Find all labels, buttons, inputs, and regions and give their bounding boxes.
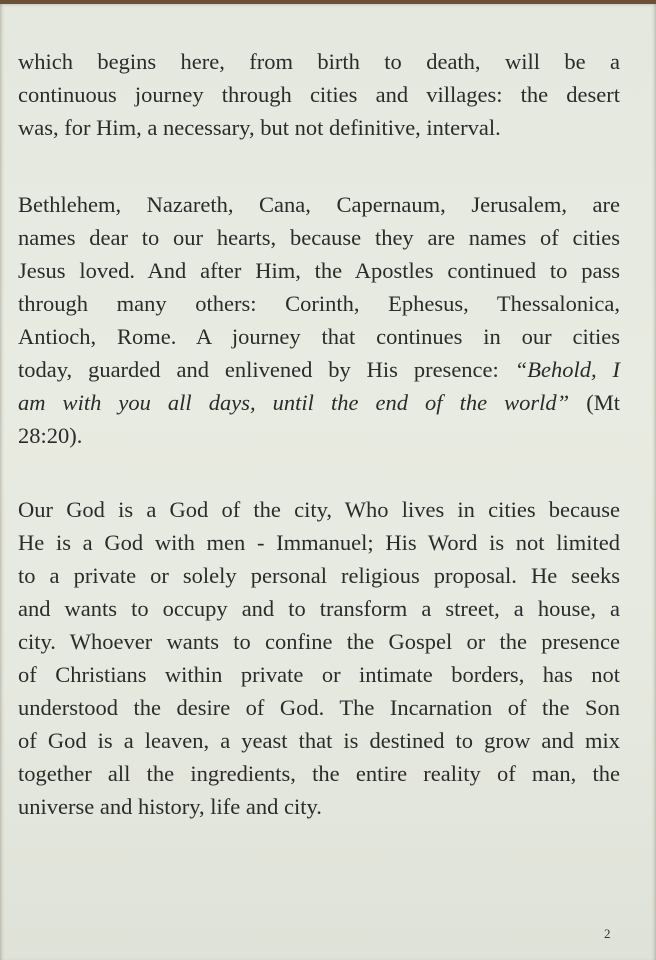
paragraph-2: [18, 188, 620, 452]
text-line: through many others: Corinth, Ephesus, Thessalonica,: [18, 291, 620, 316]
text-line: He is a God with men - Immanuel; His Word is not limited: [18, 530, 620, 555]
text-line: Bethlehem, Nazareth, Cana, Capernaum, Jerusalem, are: [18, 192, 620, 217]
text-line: 28:20).: [18, 423, 83, 448]
paragraph-1: [18, 45, 620, 144]
text-line: city. Whoever wants to confine the Gospel or the presence: [18, 629, 620, 654]
text-line: of Christians within private or intimate borders, has not: [18, 662, 620, 687]
text-line: and wants to occupy and to transform a street, a house, a: [18, 596, 620, 621]
text-line: Antioch, Rome. A journey that continues in our cities: [18, 324, 620, 349]
text-line-with-quote-start: [18, 353, 620, 386]
citation-start: (Mt: [586, 390, 620, 415]
text-line: understood the desire of God. The Incarnation of the Son: [18, 695, 620, 720]
page-top-edge: [0, 0, 656, 4]
text-line: continuous journey through cities and villages: the desert: [18, 82, 620, 107]
quote-text: am with you all days, until the end of the world”: [18, 390, 570, 415]
text-line: to a private or solely personal religious proposal. He seeks: [18, 563, 620, 588]
page-number: 2: [604, 926, 611, 941]
text-line-with-quote-end: [18, 386, 620, 419]
text-line: which begins here, from birth to death, will be a: [18, 49, 620, 74]
text-line: Jesus loved. And after Him, the Apostles continued to pass: [18, 258, 620, 283]
text-line: universe and history, life and city.: [18, 794, 322, 819]
paragraph-3: [18, 493, 620, 823]
text-line: together all the ingredients, the entire reality of man, the: [18, 761, 620, 786]
text-line: Our God is a God of the city, Who lives in cities because: [18, 497, 620, 522]
quote-start: “Behold, I: [514, 357, 620, 382]
text-line: of God is a leaven, a yeast that is destined to grow and mix: [18, 728, 620, 753]
text-segment: today, guarded and enlivened by His presence:: [18, 357, 499, 382]
text-line: was, for Him, a necessary, but not definitive, interval.: [18, 115, 501, 140]
text-line: names dear to our hearts, because they are names of cities: [18, 225, 620, 250]
